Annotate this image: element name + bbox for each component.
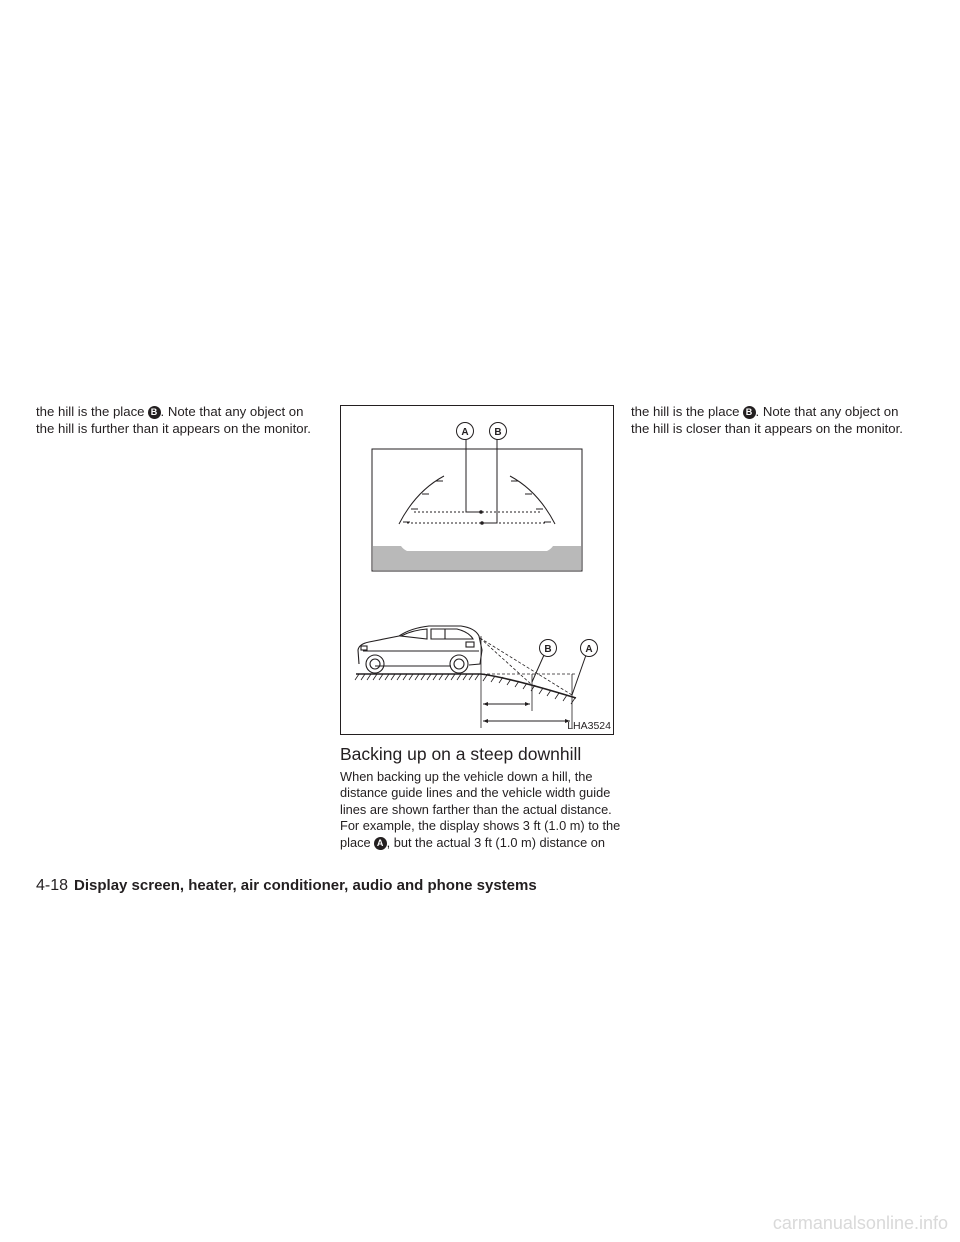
leader-b-bottom: [532, 655, 544, 682]
watermark: carmanualsonline.info: [772, 1213, 948, 1233]
marker-b-icon: B: [743, 406, 756, 419]
marker-a-icon: A: [374, 837, 387, 850]
label-a-bottom-text: A: [585, 644, 593, 655]
label-a-top-text: A: [461, 427, 469, 438]
body-line-2: distance guide lines and the vehicle width guide: [340, 785, 611, 801]
page-number: 4-18: [36, 877, 69, 894]
page-footer: [36, 877, 537, 895]
body-line-5-text: place: [340, 834, 371, 850]
footer-title: Display screen, heater, air conditioner, audio and phone systems: [74, 877, 537, 894]
marker-b-icon: B: [148, 406, 161, 419]
left-line-1-text: the hill is the place: [36, 404, 145, 419]
body-line-5: [340, 835, 614, 851]
sightline-a: [480, 638, 572, 695]
body-line-5-rest: , but the actual 3 ft (1.0 m) distance on: [386, 834, 605, 850]
section-heading: Backing up on a steep downhill: [340, 744, 582, 764]
section-body-text: [340, 769, 621, 851]
right-line-1-text: the hill is the place: [631, 404, 740, 419]
vehicle-drawing: [358, 626, 482, 673]
ground-hatching: [355, 674, 575, 704]
leader-a-bottom: [572, 655, 586, 695]
figure-code: LHA3524: [567, 720, 611, 732]
label-b-top-text: B: [494, 427, 502, 438]
rear-camera-figure: [340, 405, 614, 735]
left-line-2: the hill is further than it appears on the monitor.: [36, 420, 311, 436]
left-line-1: [36, 404, 326, 421]
right-line-2: the hill is closer than it appears on the monitor.: [631, 420, 903, 436]
right-column-text: [631, 404, 923, 437]
right-line-1: [631, 404, 923, 421]
right-line-1-rest: . Note that any object on: [755, 404, 899, 419]
figure-illustration: [341, 406, 615, 736]
left-column-text: [36, 404, 326, 437]
left-line-1-rest: . Note that any object on: [160, 404, 304, 419]
slope-ground: [481, 674, 576, 698]
body-line-3: lines are shown farther than the actual distance.: [340, 801, 612, 817]
body-line-4: For example, the display shows 3 ft (1.0 m) to the: [340, 818, 621, 834]
body-line-1: When backing up the vehicle down a hill, the: [340, 769, 593, 784]
label-b-bottom-text: B: [544, 644, 552, 655]
